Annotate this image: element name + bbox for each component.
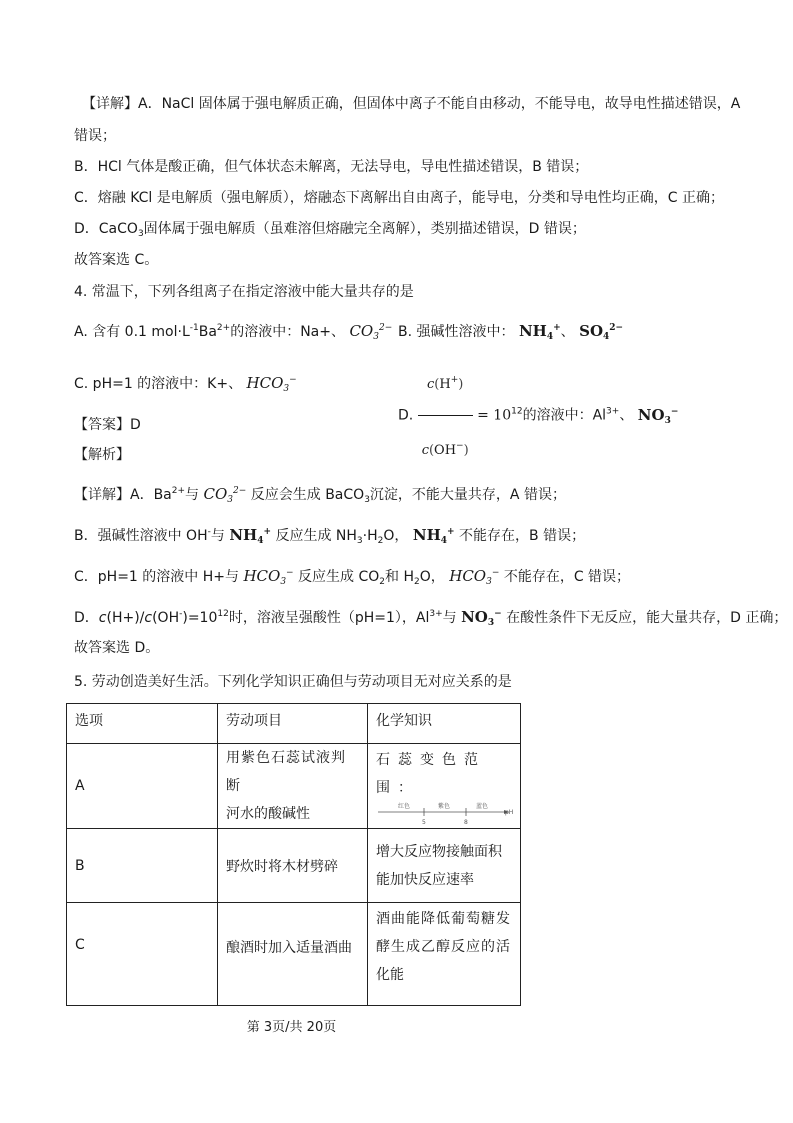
q4-stem: 4. 常温下，下列各组离子在指定溶液中能大量共存的是	[74, 284, 414, 300]
q4-explain-a: 【详解】A．$Ba^{2+}$与 $CO_3^{2-}$ 反应会生成 BaCO$_3$沉淀，不能大量共存，A 错误；	[74, 485, 566, 505]
q3-explain-a-line2: 错误；	[74, 128, 116, 144]
q3-explain-a-line1: 【详解】A．NaCl 固体属于强电解质正确，但固体中离子不能自由移动，不能导电，故导电性描述错误，A	[82, 96, 741, 112]
q4-option-d: D. $\frac{c(H^+)}{c(OH^-)}$ = $10^{12}$的溶液中：$Al^{3+}$、 $NO_3^-$	[398, 352, 678, 479]
table-row	[67, 829, 521, 903]
scale-tick-8: 8	[464, 819, 468, 826]
q3-explain-c: C．熔融 KCl 是电解质（强电解质），熔融态下离解出自由离子，能导电，分类和导电性均正确，C 正确；	[74, 190, 724, 206]
row-a-option: A	[67, 744, 218, 829]
table-header-row	[67, 704, 521, 744]
q4-answer-label: 【答案】D	[74, 417, 141, 433]
table-row	[67, 744, 521, 829]
nitrate-ion: $NO_3^-$	[461, 608, 502, 628]
scale-tick-5: 5	[422, 819, 426, 826]
q4-explain-d: D．$c(H+)/c(OH^-)=10^{12}$时，溶液呈强酸性（pH=1），$Al^{3+}$与 $NO_3^-$ 在酸性条件下无反应，能大量共存，D 正确；	[74, 608, 788, 628]
header-option: 选项	[67, 704, 218, 744]
row-a-knowledge: 石蕊变色范围： 红色 紫色 蓝色 5 8 pH	[368, 744, 521, 829]
header-project: 劳动项目	[218, 704, 368, 744]
page-footer: 第 3页/共 20页	[246, 1020, 337, 1035]
carbonate-ion: $CO_3^{2-}$	[349, 322, 393, 342]
scale-axis-ph: pH	[505, 809, 514, 816]
q4-explain-c: C．pH=1 的溶液中 H+与 $HCO_3^-$ 反应生成 $CO_2$和 $H_2O$， $HCO_3^-$ 不能存在，C 错误；	[74, 567, 631, 587]
q3-explain-b: B．HCl 气体是酸正确，但气体状态未解离，无法导电，导电性描述错误，B 错误；	[74, 159, 589, 175]
ammonium-ion: $NH_4^+$	[412, 526, 455, 546]
litmus-ph-scale	[376, 800, 512, 826]
q4-option-c: C. pH=1 的溶液中：K+、 $HCO_3^-$	[74, 374, 297, 394]
ammonium-ion: $NH_4^+$	[518, 322, 561, 342]
q5-table	[66, 703, 521, 1006]
nitrate-ion: $NO_3^-$	[637, 405, 679, 426]
carbonate-ion: $CO_3^{2-}$	[203, 485, 247, 505]
q4-option-b: B. 强碱性溶液中： $NH_4^+$、 $SO_4^{2-}$	[398, 322, 624, 342]
scale-label-purple: 紫色	[438, 803, 451, 810]
sulfate-ion: $SO_4^{2-}$	[579, 322, 624, 342]
q4-explain-b: B．强碱性溶液中 OH-与 $NH_4^+$ 反应生成 $NH_3\cdot H_2O$， $NH_4^+$ 不能存在，B 错误；	[74, 526, 586, 546]
scale-label-blue: 蓝色	[476, 803, 489, 810]
q4-option-a: A. 含有 0.1 $mol\cdot L^{-1}Ba^{2+}$的溶液中：Na+、 $CO_3^{2-}$	[74, 322, 393, 342]
bicarbonate-ion: $HCO_3^-$	[449, 567, 500, 587]
bicarbonate-ion: $HCO_3^-$	[243, 567, 294, 587]
row-b-knowledge: 增大反应物接触面积 能加快反应速率	[368, 829, 521, 903]
table-row	[67, 903, 521, 1006]
row-c-option: C	[67, 903, 218, 1006]
row-b-option: B	[67, 829, 218, 903]
row-c-project: 酿酒时加入适量酒曲	[218, 903, 368, 1006]
row-b-project: 野炊时将木材劈碎	[218, 829, 368, 903]
header-knowledge: 化学知识	[368, 704, 521, 744]
scale-label-red: 红色	[398, 803, 411, 810]
row-a-project: 用紫色石蕊试液判断 河水的酸碱性	[218, 744, 368, 829]
q5-stem: 5. 劳动创造美好生活。下列化学知识正确但与劳动项目无对应关系的是	[74, 674, 512, 690]
q3-explain-d: D．CaCO$_3$固体属于强电解质（虽难溶但熔融完全离解），类别描述错误，D 错误；	[74, 221, 586, 239]
q4-final-answer: 故答案选 D。	[74, 640, 160, 656]
q4-analysis-label: 【解析】	[74, 447, 130, 463]
q3-answer: 故答案选 C。	[74, 252, 159, 268]
concentration-ratio-fraction: $\frac{c(H^+)}{c(OH^-)}$	[418, 352, 473, 479]
bicarbonate-ion: $HCO_3^-$	[246, 374, 297, 394]
row-c-knowledge: 酒曲能降低葡萄糖发 酵生成乙醇反应的活 化能	[368, 903, 521, 1006]
ammonium-ion: $NH_4^+$	[229, 526, 272, 546]
